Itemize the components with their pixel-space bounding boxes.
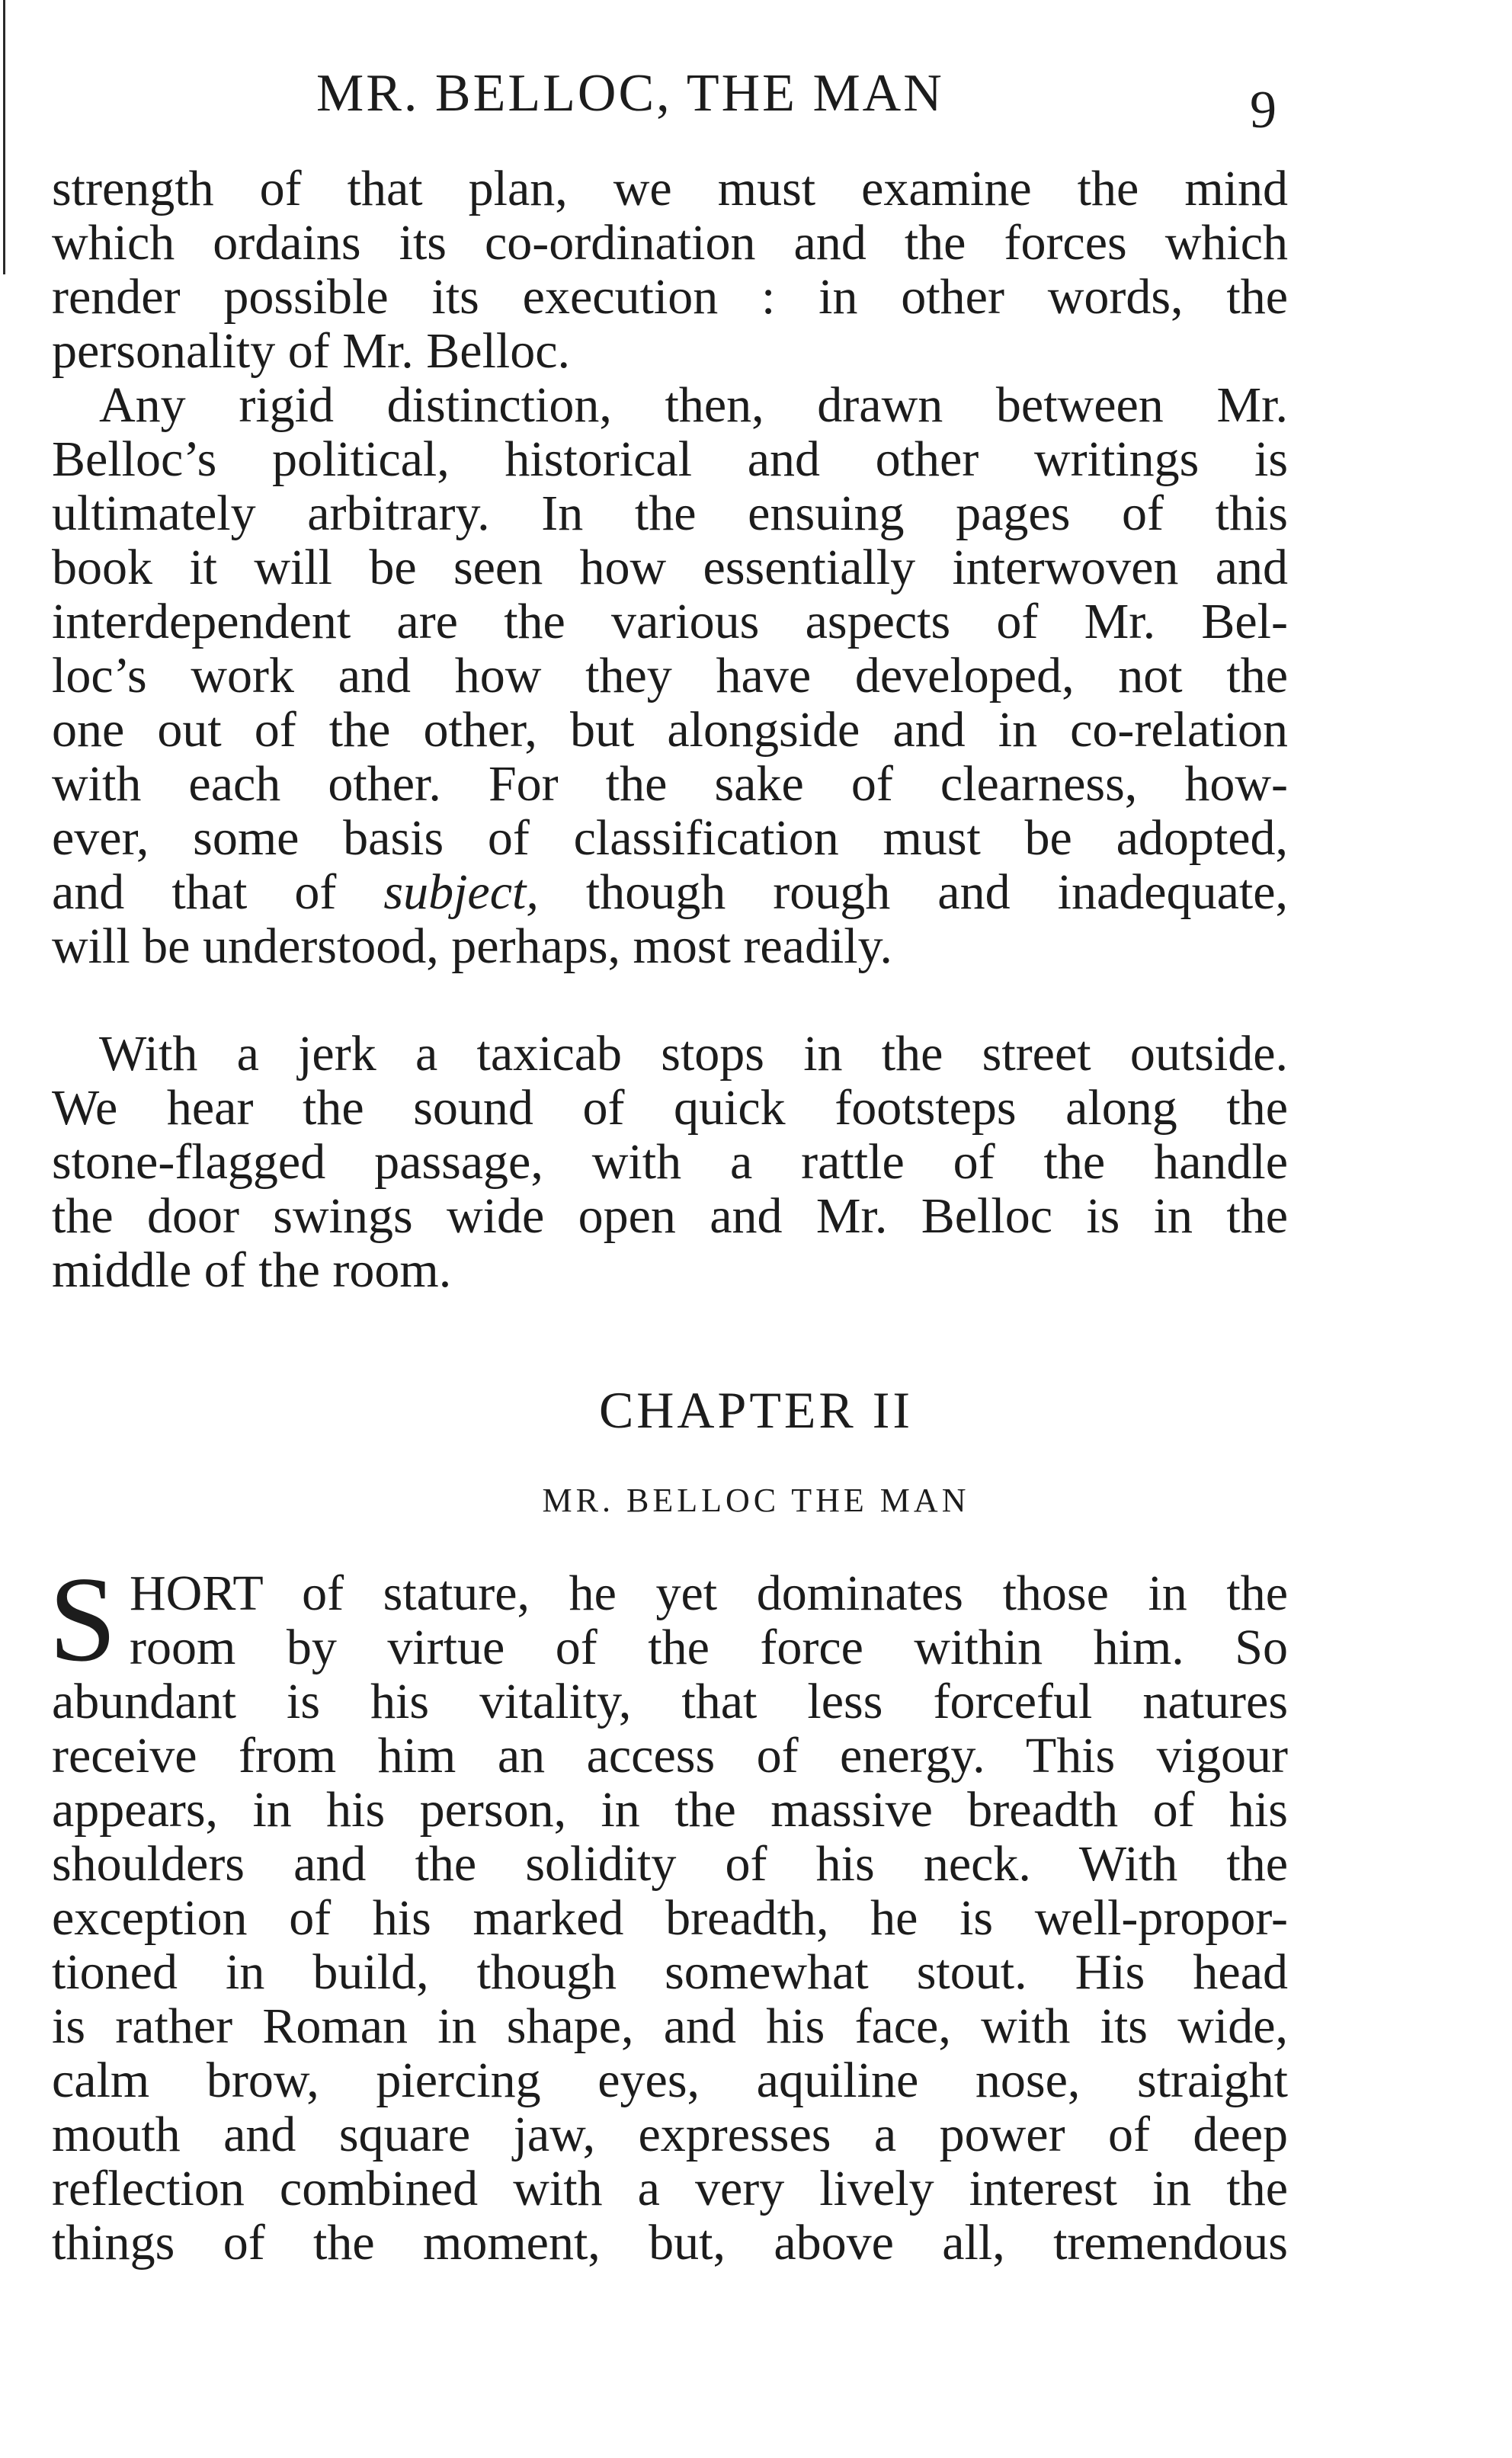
chapter-subtitle: MR. BELLOC THE MAN <box>542 1482 970 1519</box>
body-line: with each other. For the sake of clearness, how- <box>52 756 1288 812</box>
body-line: Belloc’s political, historical and other writings is <box>52 431 1288 487</box>
body-line: HORT of stature, he yet dominates those in the <box>130 1565 1288 1621</box>
body-line: one out of the other, but alongside and in co-relation <box>52 702 1288 758</box>
body-line: will be understood, perhaps, most readily. <box>52 918 892 974</box>
body-line: loc’s work and how they have developed, not the <box>52 648 1288 703</box>
body-line: personality of Mr. Belloc. <box>52 323 571 379</box>
body-line: ever, some basis of classification must be adopted, <box>52 810 1288 866</box>
body-line: With a jerk a taxicab stops in the street outside. <box>99 1026 1288 1082</box>
body-line: which ordains its co-ordination and the forces which <box>52 215 1288 271</box>
body-line: room by virtue of the force within him. So <box>130 1620 1288 1675</box>
body-line: interdependent are the various aspects of Mr. Bel- <box>52 594 1288 649</box>
body-line: the door swings wide open and Mr. Belloc is in the <box>52 1188 1288 1244</box>
body-line: exception of his marked breadth, he is well-propor- <box>52 1890 1288 1946</box>
running-head: MR. BELLOC, THE MAN <box>316 64 944 123</box>
body-line: receive from him an access of energy. This vigour <box>52 1728 1288 1783</box>
body-line: stone-flagged passage, with a rattle of the handle <box>52 1134 1288 1190</box>
body-line: things of the moment, but, above all, tremendous <box>52 2215 1288 2271</box>
body-line: reflection combined with a very lively interest in the <box>52 2161 1288 2216</box>
drop-cap: S <box>49 1551 117 1687</box>
body-line: appears, in his person, in the massive breadth of his <box>52 1782 1288 1838</box>
body-line: abundant is his vitality, that less forceful natures <box>52 1674 1288 1729</box>
page-number: 9 <box>1250 81 1277 139</box>
body-line: tioned in build, though somewhat stout. His head <box>52 1944 1288 2000</box>
body-line-with-italic <box>52 864 1288 920</box>
body-line: is rather Roman in shape, and his face, with its wide, <box>52 1998 1288 2054</box>
body-line: mouth and square jaw, expresses a power of deep <box>52 2107 1288 2162</box>
body-line: middle of the room. <box>52 1242 452 1298</box>
body-line: calm brow, piercing eyes, aquiline nose, straight <box>52 2053 1288 2108</box>
body-line: We hear the sound of quick footsteps along the <box>52 1080 1288 1136</box>
chapter-title: CHAPTER II <box>598 1381 914 1439</box>
page-gutter-line <box>3 0 5 274</box>
body-text-run: though rough and inadequate, <box>538 864 1288 920</box>
body-line: strength of that plan, we must examine the mind <box>52 161 1288 216</box>
italic-word: subject, <box>383 864 539 920</box>
body-line: ultimately arbitrary. In the ensuing pages of this <box>52 486 1288 541</box>
body-line: book it will be seen how essentially interwoven and <box>52 540 1288 595</box>
body-line: render possible its execution : in other words, the <box>52 269 1288 325</box>
body-line: Any rigid distinction, then, drawn between Mr. <box>99 377 1288 433</box>
body-text-run: and that of <box>52 864 384 920</box>
body-line: shoulders and the solidity of his neck. With the <box>52 1836 1288 1892</box>
